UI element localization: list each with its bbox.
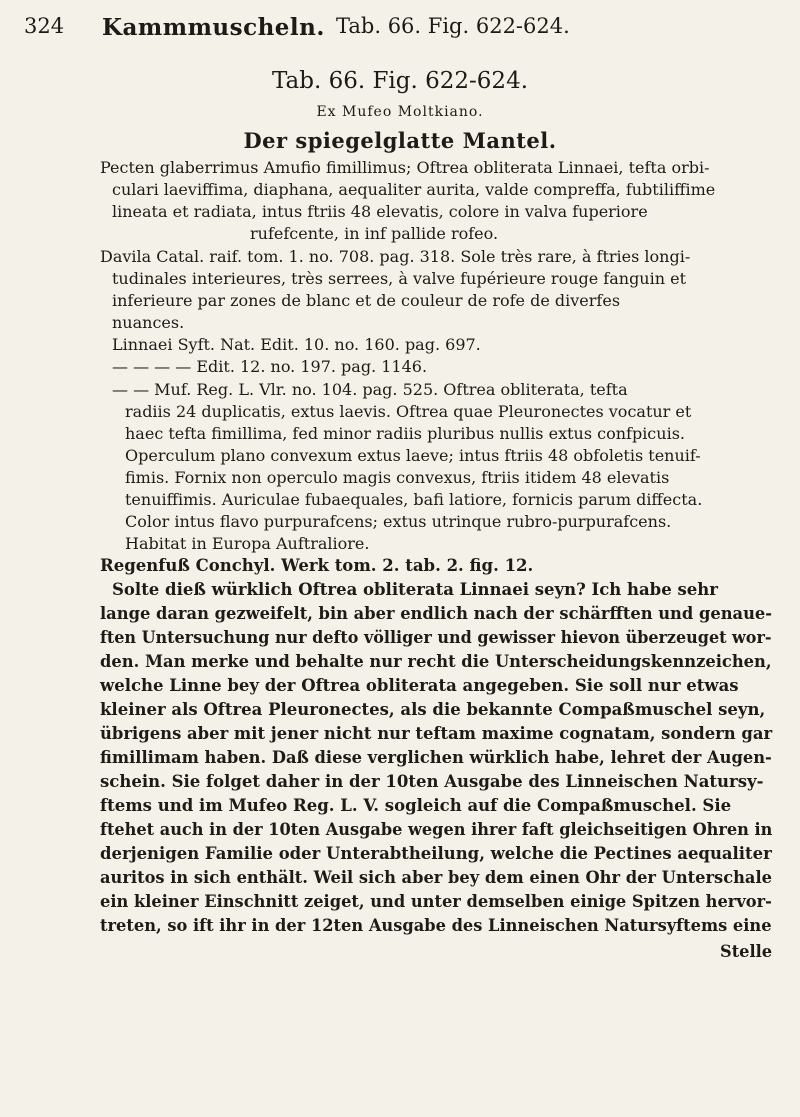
german-line: lange daran gezweifelt, bin aber endlich nach der schärfften und genaue- (100, 604, 773, 623)
species-name: Der spiegelglatte Mantel. (243, 128, 557, 153)
running-header (24, 14, 776, 44)
latin-line: nuances. (112, 313, 185, 332)
german-line: den. Man merke und behalte nur recht die Unterscheidungskennzeichen, (100, 652, 772, 671)
german-line: ftehet auch in der 10ten Ausgabe wegen ihrer faft gleichseitigen Ohren in (100, 820, 773, 839)
latin-line: tudinales interieures, très serrees, à valve fupérieure rouge fanguin et (112, 269, 687, 288)
german-line: Solte dieß würklich Oftrea obliterata Linnaei seyn? Ich habe sehr (112, 580, 718, 599)
latin-line: haec tefta fimillima, fed minor radiis pluribus nullis extus confpicuis. (125, 424, 685, 443)
german-line: treten, so ift ihr in der 12ten Ausgabe des Linneischen Natursyftems eine (100, 916, 772, 935)
german-line: schein. Sie folget daher in der 10ten Ausgabe des Linneischen Natursy- (100, 772, 764, 791)
plate-heading: Tab. 66. Fig. 622-624. (271, 68, 529, 94)
latin-line: Pecten glaberrimus Amufio fimillimus; Oftrea obliterata Linnaei, tefta orbi- (100, 158, 710, 177)
latin-line: culari laeviffima, diaphana, aequaliter aurita, valde compreffa, fubtiliffime (112, 180, 716, 199)
latin-line: lineata et radiata, intus ftriis 48 elevatis, colore in valva fuperiore (112, 202, 648, 221)
german-line: übrigens aber mit jener nicht nur teftam maxime cognatam, sondern gar (100, 724, 773, 743)
collection-source: Ex Mufeo Moltkiano. (316, 104, 484, 120)
latin-line: Color intus flavo purpurafcens; extus utrinque rubro-purpurafcens. (125, 512, 672, 531)
latin-line: fimis. Fornix non operculo magis convexus, ftriis itidem 48 elevatis (125, 468, 670, 487)
german-line: kleiner als Oftrea Pleuronectes, als die bekannte Compaßmuschel seyn, (100, 700, 766, 719)
latin-line: Linnaei Syft. Nat. Edit. 10. no. 160. pag. 697. (112, 335, 481, 354)
german-line: ften Untersuchung nur defto völliger und gewisser hievon überzeuget wor- (100, 628, 772, 647)
latin-line: Davila Catal. raif. tom. 1. no. 708. pag. 318. Sole très rare, à ftries longi- (100, 247, 691, 266)
latin-line: tenuiffimis. Auriculae fubaequales, bafi latiore, fornicis parum diffecta. (125, 490, 703, 509)
running-title: Kammmuscheln. (102, 14, 325, 41)
catchword: Stelle (720, 942, 773, 961)
latin-line: Habitat in Europa Auftraliore. (125, 534, 370, 553)
figure-reference: Tab. 66. Fig. 622-624. (336, 14, 570, 38)
latin-line: — — Muf. Reg. L. Vlr. no. 104. pag. 525. Oftrea obliterata, tefta (112, 380, 628, 399)
german-line: ein kleiner Einschnitt zeiget, und unter demselben einige Spitzen hervor- (100, 892, 772, 911)
latin-line: inferieure par zones de blanc et de couleur de rofe de diverfes (112, 291, 621, 310)
latin-line: Regenfuß Conchyl. Werk tom. 2. tab. 2. fig. 12. (100, 556, 534, 575)
german-line: welche Linne bey der Oftrea obliterata angegeben. Sie soll nur etwas (100, 676, 739, 695)
german-line: fimillimam haben. Daß diese verglichen würklich habe, lehret der Augen- (100, 748, 772, 767)
latin-line: Operculum plano convexum extus laeve; intus ftriis 48 obfoletis tenuif- (125, 446, 701, 465)
german-line: ftems und im Mufeo Reg. L. V. sogleich auf die Compaßmuschel. Sie (100, 796, 732, 815)
latin-line: rufefcente, in inf pallide rofeo. (250, 224, 499, 243)
german-line: auritos in sich enthält. Weil sich aber bey dem einen Ohr der Unterschale (100, 868, 772, 887)
page-number: 324 (24, 14, 65, 38)
latin-line: radiis 24 duplicatis, extus laevis. Oftrea quae Pleuronectes vocatur et (125, 402, 692, 421)
latin-line: — — — — Edit. 12. no. 197. pag. 1146. (112, 357, 428, 376)
german-line: derjenigen Familie oder Unterabtheilung, welche die Pectines aequaliter (100, 844, 772, 863)
